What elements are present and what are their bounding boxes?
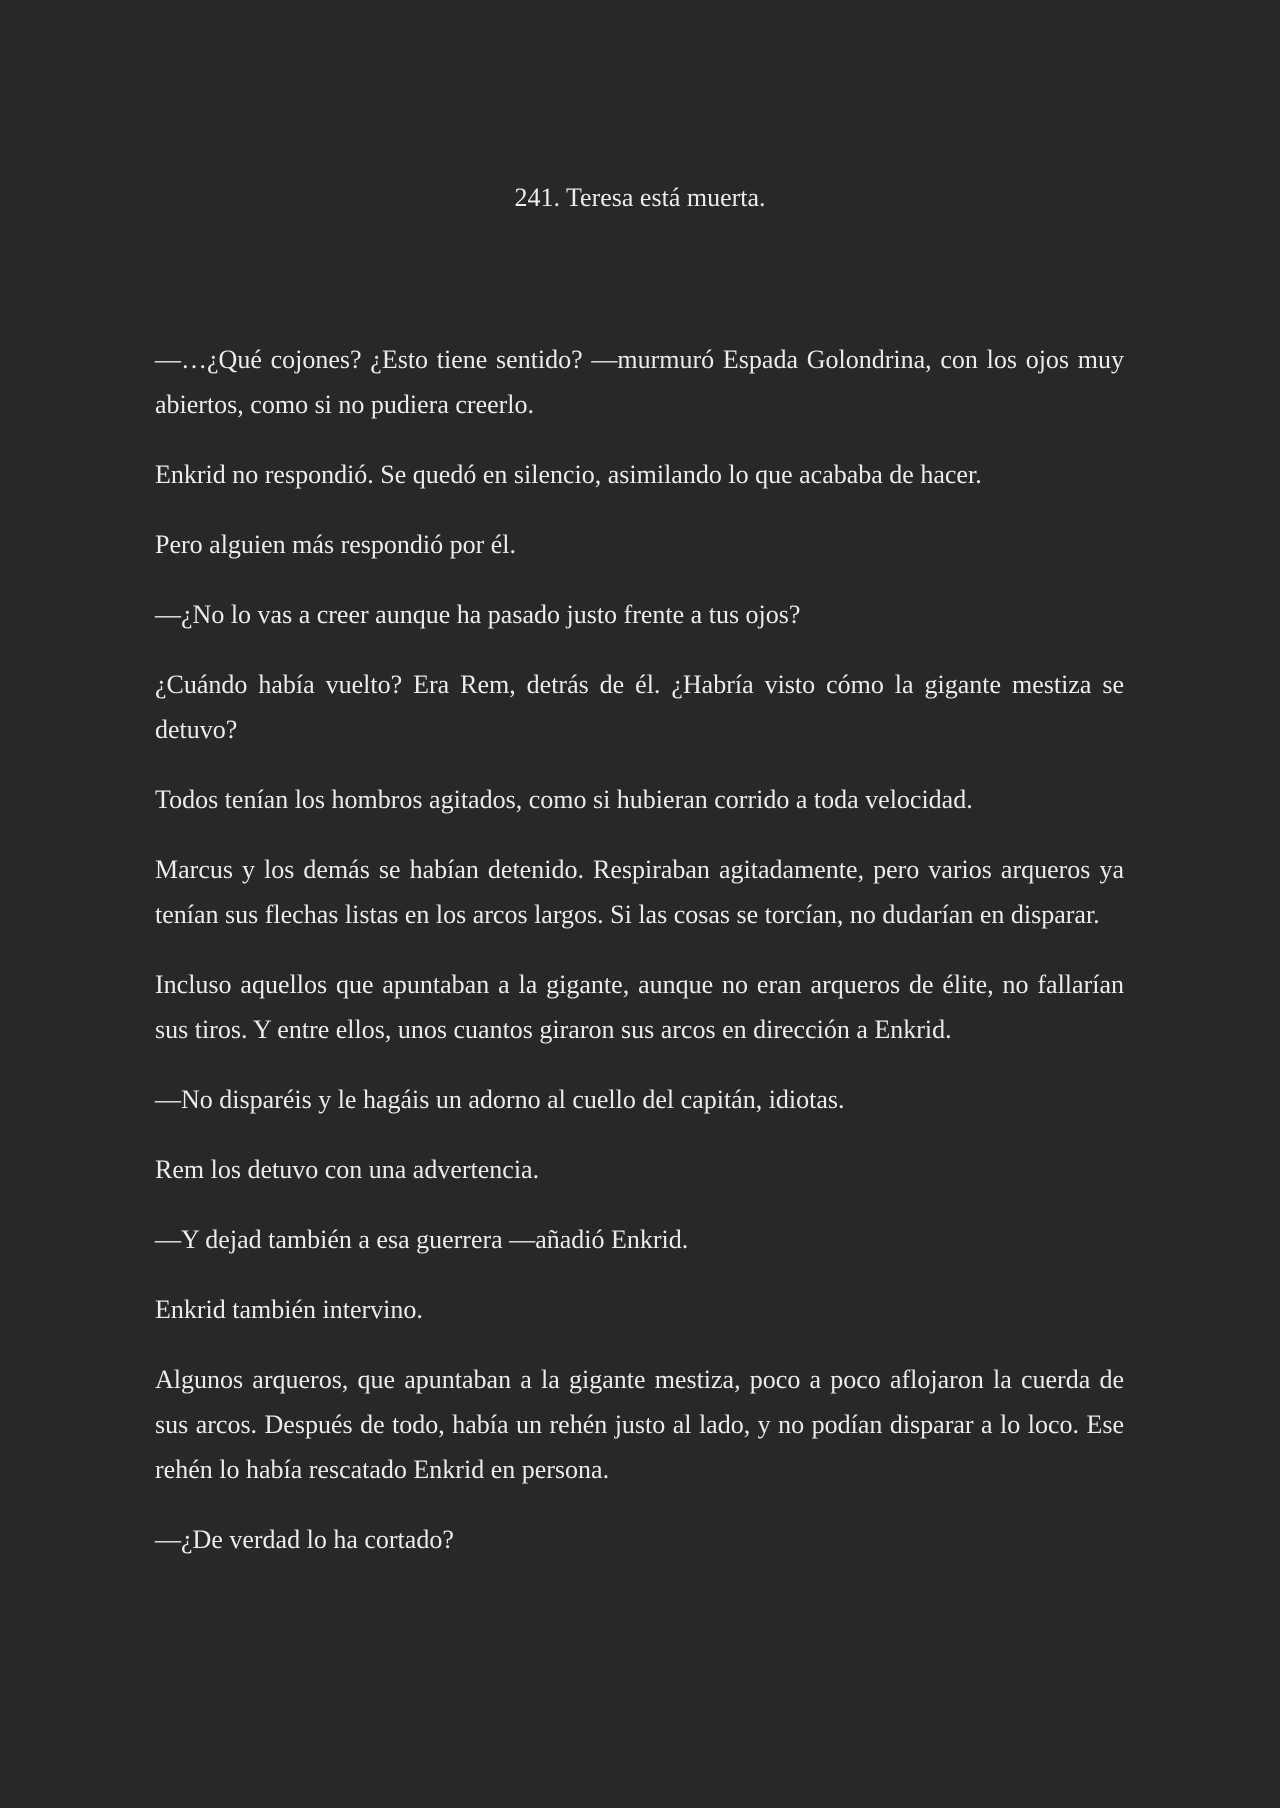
paragraph: Pero alguien más respondió por él. (155, 530, 517, 559)
paragraph: Marcus y los demás se habían detenido. Respiraban agitadamente, pero varios arqueros ya tenían sus flechas listas en los arcos largos. Si las cosas se torcían, no dudarían en disparar. (155, 855, 1124, 929)
paragraph: Enkrid también intervino. (155, 1295, 423, 1324)
chapter-title: 241. Teresa está muerta. (514, 183, 766, 212)
paragraph: —¿De verdad lo ha cortado? (155, 1525, 454, 1554)
paragraph: Enkrid no respondió. Se quedó en silencio, asimilando lo que acababa de hacer. (155, 460, 982, 489)
paragraph: Incluso aquellos que apuntaban a la gigante, aunque no eran arqueros de élite, no fallarían sus tiros. Y entre ellos, unos cuantos giraron sus arcos en dirección a Enkrid. (155, 970, 1124, 1044)
paragraph: Rem los detuvo con una advertencia. (155, 1155, 540, 1184)
paragraph: —…¿Qué cojones? ¿Esto tiene sentido? —murmuró Espada Golondrina, con los ojos muy abiertos, como si no pudiera creerlo. (155, 345, 1124, 419)
paragraph: —¿No lo vas a creer aunque ha pasado justo frente a tus ojos? (155, 600, 801, 629)
paragraph: Algunos arqueros, que apuntaban a la gigante mestiza, poco a poco aflojaron la cuerda de sus arcos. Después de todo, había un rehén justo al lado, y no podían disparar a lo loco. Ese rehén lo había rescatado Enkrid en persona. (155, 1365, 1124, 1484)
paragraph: ¿Cuándo había vuelto? Era Rem, detrás de él. ¿Habría visto cómo la gigante mestiza se detuvo? (155, 670, 1124, 744)
paragraph: Todos tenían los hombros agitados, como si hubieran corrido a toda velocidad. (155, 785, 973, 814)
chapter-body (155, 337, 1124, 1587)
paragraph: —Y dejad también a esa guerrera —añadió Enkrid. (155, 1225, 689, 1254)
paragraph: —No disparéis y le hagáis un adorno al cuello del capitán, idiotas. (155, 1085, 845, 1114)
